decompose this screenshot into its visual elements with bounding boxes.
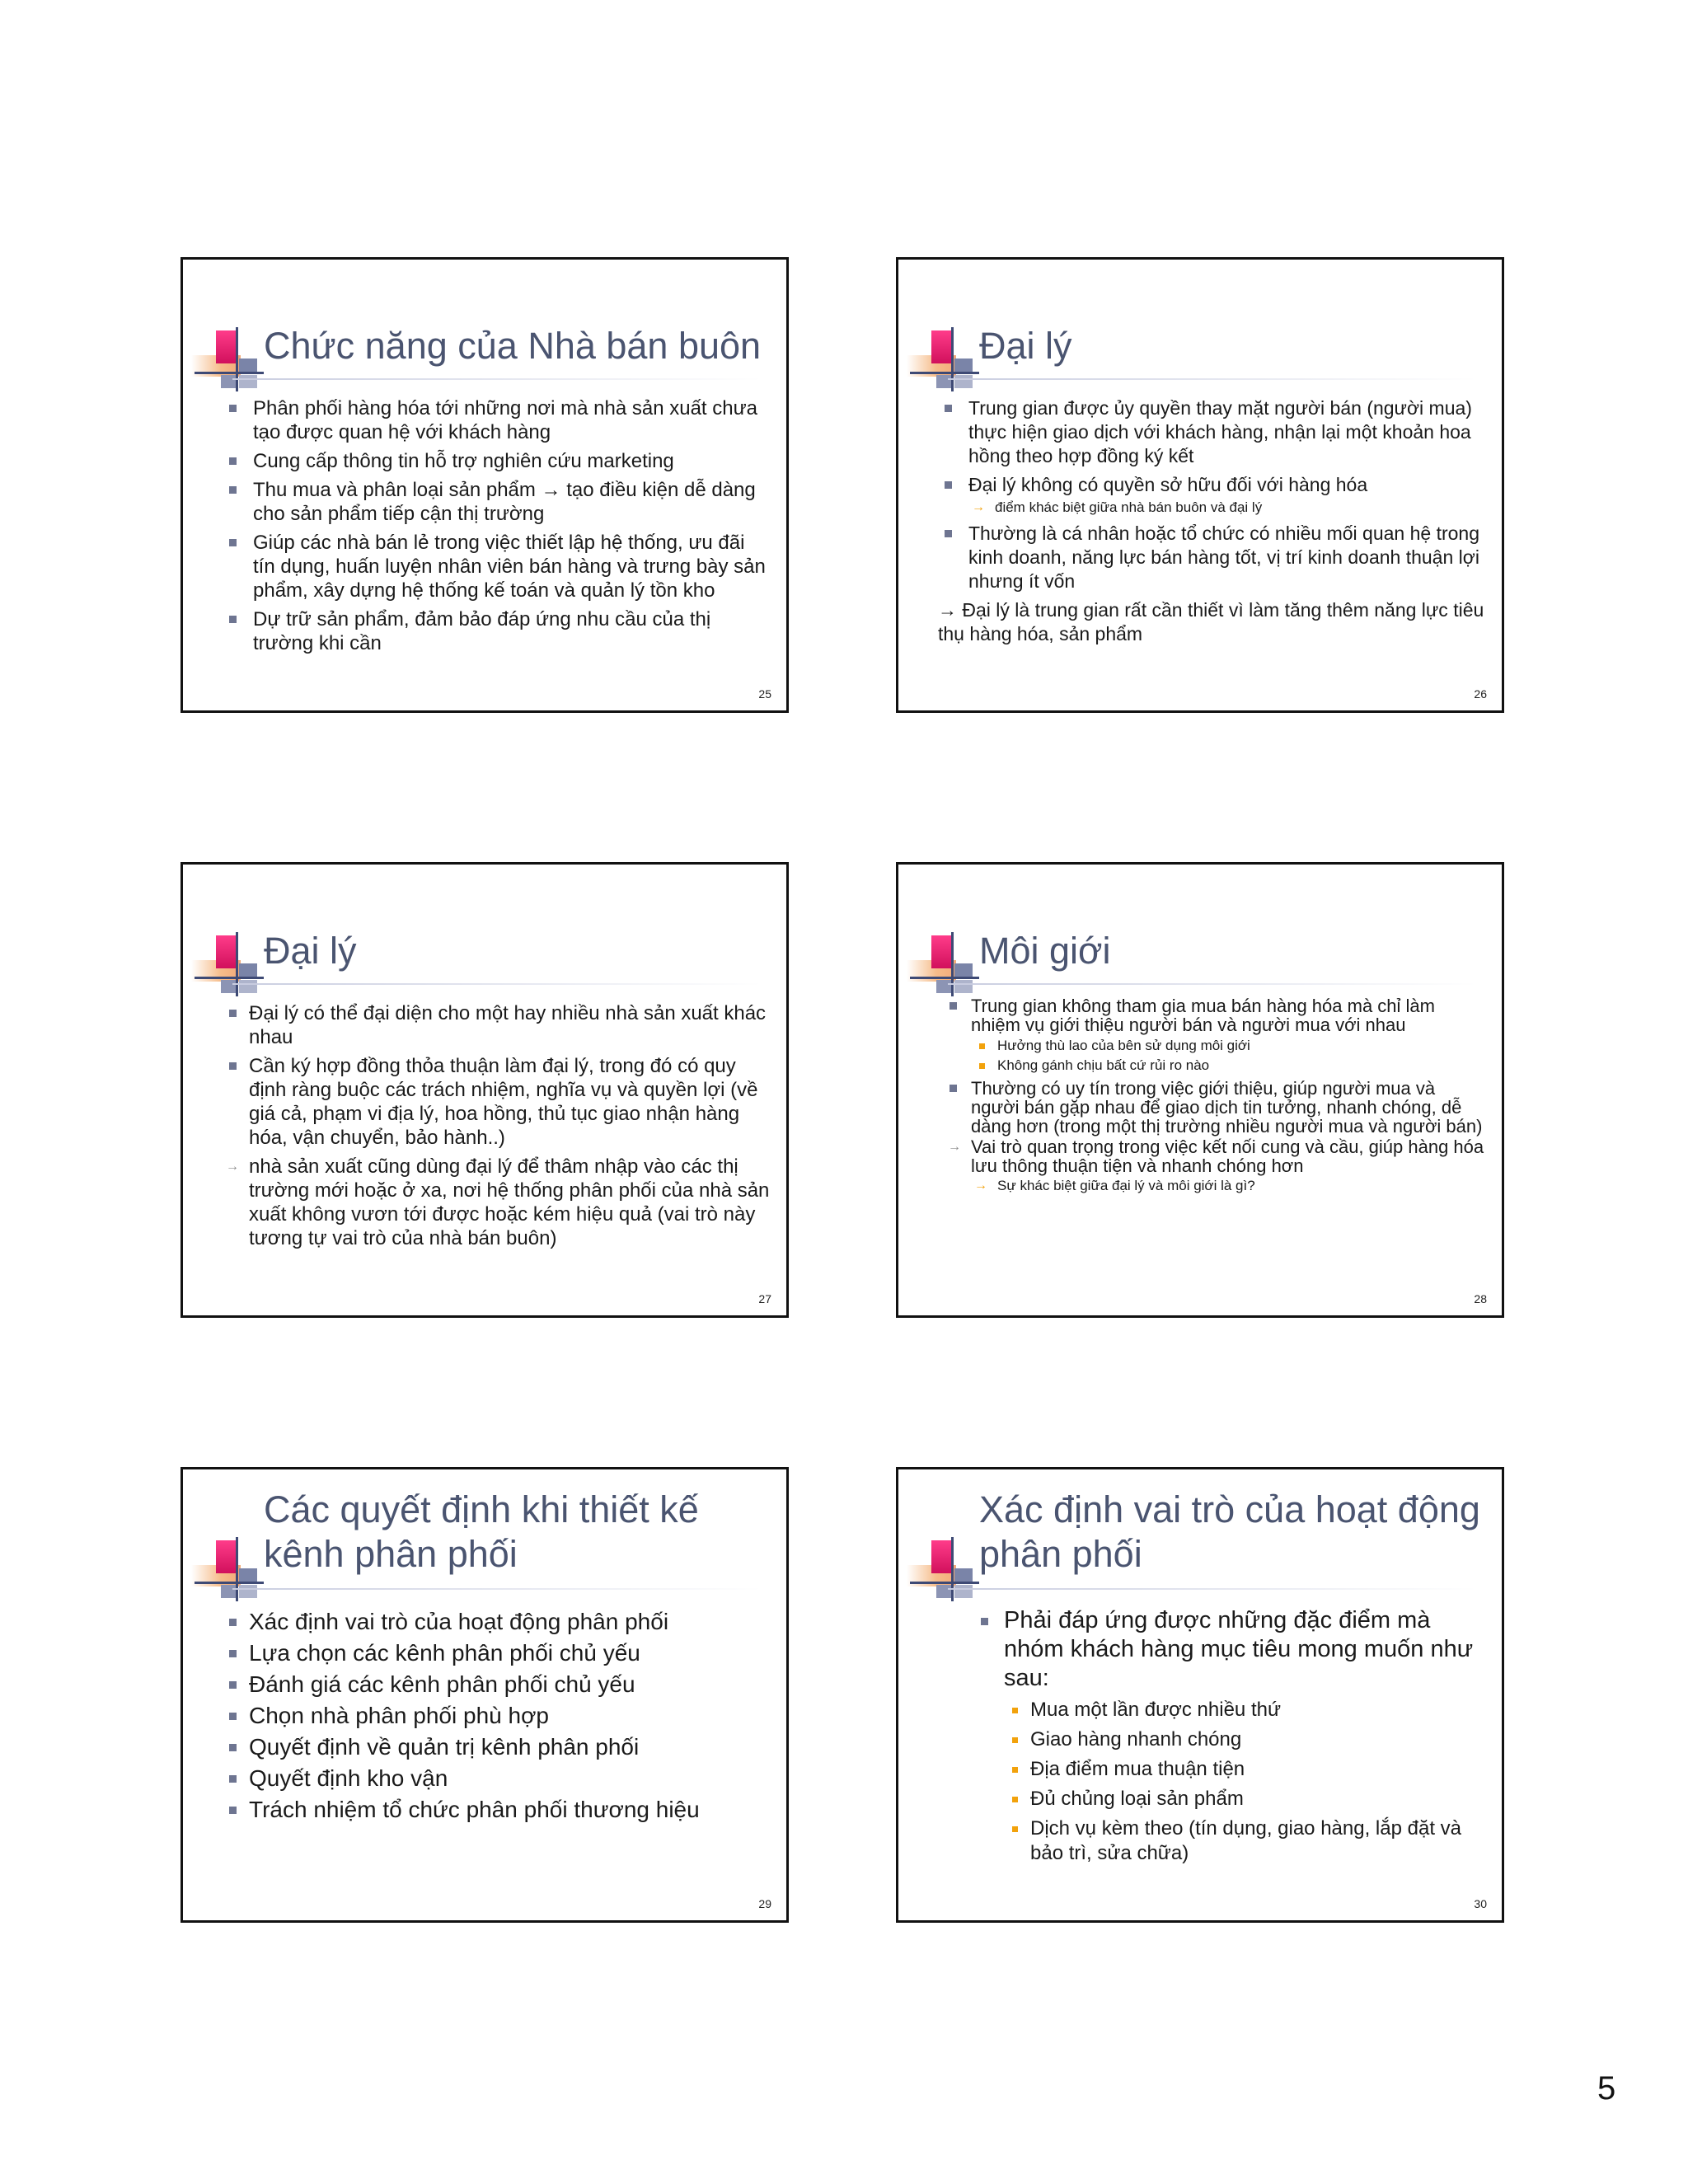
slide-body (938, 396, 1485, 651)
list-item: Phải đáp ứng được những đặc điểm mà nhóm khách hàng mục tiêu mong muốn như sau: Mua một lần được nhiều thứ Giao hàng nhanh chóng Địa điểm mua thuận tiện Đủ chủng loại sản phẩm Dịch vụ kèm theo (tín dụng, giao hàng, lắp đặt và bảo trì, sửa chữa) (981, 1606, 1485, 1866)
page-number: 5 (1597, 2070, 1616, 2107)
list-item: Lựa chọn các kênh phân phối chủ yếu (223, 1638, 770, 1669)
sub-list-item: → Sự khác biệt giữa đại lý và môi giới là gì? (974, 1178, 1255, 1193)
list-item: Chọn nhà phân phối phù hợp (223, 1700, 770, 1732)
slide-number: 25 (758, 687, 771, 701)
slide-title: Đại lý (979, 325, 1072, 367)
list-item: Thu mua và phân loại sản phẩm → tạo điều kiện dễ dàng cho sản phẩm tiếp cận thị trường (223, 478, 770, 526)
slide-title: Xác định vai trò của hoạt động phân phối (979, 1488, 1480, 1575)
sub-list-item: Giao hàng nhanh chóng (1004, 1727, 1485, 1752)
list-item: Đại lý không có quyền sở hữu đối với hàng hóa → điểm khác biệt giữa nhà bán buôn và đại lý (938, 473, 1485, 517)
slide-body (981, 1606, 1485, 1871)
list-item: Quyết định kho vận (223, 1763, 770, 1794)
slide-decoration (907, 330, 981, 395)
slide-number: 29 (758, 1897, 771, 1910)
list-item: Phân phối hàng hóa tới những nơi mà nhà sản xuất chưa tạo được quan hệ với khách hàng (223, 396, 770, 444)
slide-27 (181, 862, 789, 1318)
list-item: Quyết định về quản trị kênh phân phối (223, 1732, 770, 1763)
list-item: Đại lý có thể đại diện cho một hay nhiều nhà sản xuất khác nhau (223, 1001, 770, 1049)
slide-body (223, 396, 770, 660)
slide-decoration (191, 1540, 265, 1605)
sub-list-item: Đủ chủng loại sản phẩm (1004, 1787, 1485, 1811)
slide-title: Môi giới (979, 930, 1111, 972)
list-item: Dự trữ sản phẩm, đảm bảo đáp ứng nhu cầu của thị trường khi cần (223, 607, 770, 655)
sub-list-item: Hưởng thù lao của bên sử dụng môi giới (971, 1036, 1485, 1056)
list-item: Xác định vai trò của hoạt động phân phối (223, 1606, 770, 1638)
slide-title: Các quyết định khi thiết kế kênh phân phối (264, 1488, 699, 1575)
slide-body (948, 996, 1485, 1198)
slide-25 (181, 257, 789, 713)
list-item: Trung gian không tham gia mua bán hàng hóa mà chỉ làm nhiệm vụ giới thiệu người bán và người mua với nhau Hưởng thù lao của bên sử dụng môi giới Không gánh chịu bất cứ rủi ro nào (948, 996, 1485, 1076)
sub-list-item: Mua một lần được nhiều thứ (1004, 1698, 1485, 1722)
list-item: → nhà sản xuất cũng dùng đại lý để thâm nhập vào các thị trường mới hoặc ở xa, nơi hệ thống phân phối của nhà sản xuất không vươn tới được hoặc kém hiệu quả (vai trò này tương tự vai trò của nhà bán buôn) (226, 1155, 770, 1249)
slide-30 (896, 1467, 1504, 1923)
list-item: Đánh giá các kênh phân phối chủ yếu (223, 1669, 770, 1700)
list-item: Cần ký hợp đồng thỏa thuận làm đại lý, trong đó có quy định ràng buộc các trách nhiệm, nghĩa vụ và quyền lợi (về giá cả, phạm vi địa lý, hoa hồng, thủ tục giao nhận hàng hóa, vận chuyển, bảo hành..) (223, 1054, 770, 1150)
slide-decoration (907, 935, 981, 1000)
slide-number: 27 (758, 1292, 771, 1305)
sub-list-item: Dịch vụ kèm theo (tín dụng, giao hàng, lắp đặt và bảo trì, sửa chữa) (1004, 1816, 1485, 1866)
list-item: → Vai trò quan trọng trong việc kết nối cung và cầu, giúp hàng hóa lưu thông thuận tiện và nhanh chóng hơn → Sự khác biệt giữa đại lý và môi giới là gì? (948, 1137, 1484, 1193)
slide-29 (181, 1467, 789, 1923)
list-item: Giúp các nhà bán lẻ trong việc thiết lập hệ thống, ưu đãi tín dụng, huấn luyện nhân viên bán hàng và trưng bày sản phẩm, xây dựng hệ thống kế toán và quản lý tồn kho (223, 531, 770, 602)
slide-number: 30 (1474, 1897, 1487, 1910)
sub-list-item: Địa điểm mua thuận tiện (1004, 1757, 1485, 1782)
slide-decoration (191, 935, 265, 1000)
sub-list-item: Không gánh chịu bất cứ rủi ro nào (971, 1056, 1485, 1076)
list-item: Thường là cá nhân hoặc tổ chức có nhiều mối quan hệ trong kinh doanh, năng lực bán hàng tốt, vị trí kinh doanh thuận lợi nhưng ít vốn (938, 522, 1485, 593)
sub-list-item: → điểm khác biệt giữa nhà bán buôn và đại lý (972, 499, 1263, 515)
slide-body (223, 1606, 770, 1825)
list-item: Thường có uy tín trong việc giới thiệu, giúp người mua và người bán gặp nhau để giao dịch tin tưởng, nhanh chóng, dễ dàng hơn (trong một thị trường nhiều người mua và người bán) (948, 1079, 1485, 1136)
slide-body (223, 1001, 770, 1255)
list-item: Cung cấp thông tin hỗ trợ nghiên cứu marketing (223, 449, 770, 473)
slide-28 (896, 862, 1504, 1318)
slide-number: 28 (1474, 1292, 1487, 1305)
conclusion-item: → Đại lý là trung gian rất cần thiết vì làm tăng thêm năng lực tiêu thụ hàng hóa, sản phẩm (938, 599, 1484, 644)
slide-title: Đại lý (264, 930, 357, 972)
slide-decoration (191, 330, 265, 395)
list-item: Trung gian được ủy quyền thay mặt người bán (người mua) thực hiện giao dịch với khách hàng, nhận lại một khoản hoa hồng theo hợp đồng ký kết (938, 396, 1485, 468)
slide-title: Chức năng của Nhà bán buôn (264, 325, 762, 367)
slide-26 (896, 257, 1504, 713)
slide-decoration (907, 1540, 981, 1605)
slide-number: 26 (1474, 687, 1487, 701)
list-item: Trách nhiệm tổ chức phân phối thương hiệu (223, 1794, 770, 1825)
